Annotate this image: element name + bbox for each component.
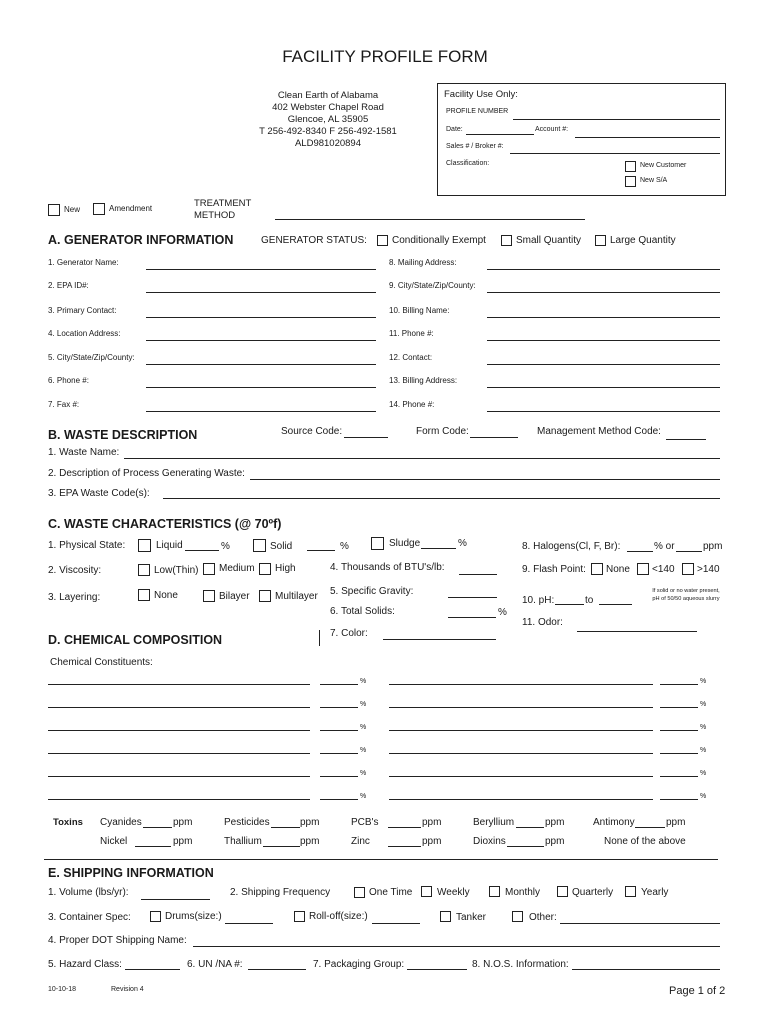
primary-contact-field[interactable] xyxy=(146,317,376,318)
beryllium-label: Beryllium xyxy=(473,817,515,828)
treatment-method-field[interactable] xyxy=(275,219,585,220)
btu-label: 4. Thousands of BTU's/lb: xyxy=(330,562,445,573)
company-name: Clean Earth of Alabama xyxy=(277,90,379,101)
drums-checkbox[interactable] xyxy=(150,911,161,922)
new-sa-checkbox[interactable] xyxy=(625,176,636,187)
chem-percent-left-field[interactable] xyxy=(320,684,358,685)
flash-lt140-checkbox[interactable] xyxy=(637,563,649,575)
solid-label: Solid xyxy=(270,541,293,552)
section-c-title: C. WASTE CHARACTERISTICS (@ 70ºf) xyxy=(48,517,282,531)
section-a-title: A. GENERATOR INFORMATION xyxy=(48,233,234,247)
chem-name-right-field[interactable] xyxy=(389,707,653,708)
one-time-label: One Time xyxy=(369,887,413,898)
beryllium-field[interactable] xyxy=(516,827,544,828)
chem-name-right-field[interactable] xyxy=(389,799,653,800)
phone-2-label: 14. Phone #: xyxy=(389,400,435,409)
city-state-zip: Glencoe, AL 35905 xyxy=(287,114,369,125)
contact-label: 12. Contact: xyxy=(389,353,433,362)
small-quantity-checkbox[interactable] xyxy=(501,235,512,246)
ph-note-1: If solid or no water present, xyxy=(652,588,720,594)
container-spec-label: 3. Container Spec: xyxy=(48,912,131,923)
dot-shipping-name-field[interactable] xyxy=(193,946,720,947)
yearly-label: Yearly xyxy=(641,887,669,898)
chem-percent-left-sign: % xyxy=(360,770,367,777)
chem-percent-left-sign: % xyxy=(360,724,367,731)
ph-to-field[interactable] xyxy=(599,604,632,605)
new-customer-label: New Customer xyxy=(640,162,687,169)
sludge-checkbox[interactable] xyxy=(371,537,384,550)
yearly-checkbox[interactable] xyxy=(625,886,636,897)
ph-to-label: to xyxy=(585,595,594,606)
chem-percent-right-sign: % xyxy=(700,724,707,731)
chem-percent-right-sign: % xyxy=(700,793,707,800)
chem-percent-left-sign: % xyxy=(360,701,367,708)
chem-name-left-field[interactable] xyxy=(48,799,310,800)
new-customer-checkbox[interactable] xyxy=(625,161,636,172)
fax-field[interactable] xyxy=(146,411,376,412)
sludge-label: Sludge xyxy=(389,538,421,549)
other-field[interactable] xyxy=(560,923,720,924)
ph-from-field[interactable] xyxy=(555,604,584,605)
section-e-title: E. SHIPPING INFORMATION xyxy=(48,866,214,880)
total-solids-percent: % xyxy=(498,607,507,618)
chem-percent-right-sign: % xyxy=(700,747,707,754)
source-code-label: Source Code: xyxy=(281,426,343,437)
beryllium-ppm: ppm xyxy=(545,817,565,828)
chem-percent-right-sign: % xyxy=(700,678,707,685)
weekly-label: Weekly xyxy=(437,887,470,898)
chem-percent-right-field[interactable] xyxy=(660,799,698,800)
billing-phone-label: 11. Phone #: xyxy=(389,329,434,338)
mailing-address-label: 8. Mailing Address: xyxy=(389,258,457,267)
billing-phone-field[interactable] xyxy=(487,340,720,341)
rolloff-size-field[interactable] xyxy=(372,923,420,924)
fax-label: 7. Fax #: xyxy=(48,400,80,409)
thallium-ppm: ppm xyxy=(300,836,320,847)
phone-label: 6. Phone #: xyxy=(48,376,89,385)
specific-gravity-field[interactable] xyxy=(448,597,497,598)
epa-id: ALD981020894 xyxy=(294,138,362,149)
total-solids-field[interactable] xyxy=(448,617,496,618)
liquid-label: Liquid xyxy=(156,540,183,551)
nickel-field[interactable] xyxy=(135,846,171,847)
layering-label: 3. Layering: xyxy=(48,592,101,603)
viscosity-label: 2. Viscosity: xyxy=(48,565,102,576)
profile-number-label: PROFILE NUMBER xyxy=(446,108,509,115)
chem-name-left-field[interactable] xyxy=(48,707,310,708)
nos-information-label: 8. N.O.S. Information: xyxy=(472,959,569,970)
chem-percent-right-field[interactable] xyxy=(660,707,698,708)
pesticides-ppm: ppm xyxy=(300,817,320,828)
account-label: Account #: xyxy=(535,126,569,133)
thallium-label: Thallium xyxy=(224,836,262,847)
nos-information-field[interactable] xyxy=(572,969,720,970)
antimony-ppm: ppm xyxy=(666,817,686,828)
date-label: Date: xyxy=(446,126,463,133)
one-time-checkbox[interactable] xyxy=(354,887,365,898)
chem-name-left-field[interactable] xyxy=(48,753,310,754)
toxins-label: Toxins xyxy=(53,817,83,828)
physical-state-label: 1. Physical State: xyxy=(48,540,126,551)
antimony-field[interactable] xyxy=(635,827,665,828)
pcbs-ppm: ppm xyxy=(422,817,442,828)
chem-percent-right-field[interactable] xyxy=(660,730,698,731)
flash-point-label: 9. Flash Point: xyxy=(522,564,586,575)
amendment-label: Amendment xyxy=(109,204,153,213)
chem-percent-right-sign: % xyxy=(700,770,707,777)
page-number: Page 1 of 2 xyxy=(669,985,726,997)
nickel-ppm: ppm xyxy=(173,836,193,847)
flash-gt140-checkbox[interactable] xyxy=(682,563,694,575)
pesticides-field[interactable] xyxy=(271,827,300,828)
color-field[interactable] xyxy=(383,639,496,640)
thallium-field[interactable] xyxy=(263,846,300,847)
zinc-label: Zinc xyxy=(351,836,370,847)
liquid-percent-field[interactable] xyxy=(185,550,219,551)
chem-percent-right-field[interactable] xyxy=(660,776,698,777)
cyanides-label: Cyanides xyxy=(100,817,142,828)
chem-percent-left-field[interactable] xyxy=(320,707,358,708)
tanker-checkbox[interactable] xyxy=(440,911,451,922)
high-label: High xyxy=(275,563,296,574)
mailing-address-field[interactable] xyxy=(487,269,720,270)
multilayer-label: Multilayer xyxy=(275,591,318,602)
other-checkbox[interactable] xyxy=(512,911,523,922)
management-method-field[interactable] xyxy=(666,439,706,440)
dot-shipping-name-label: 4. Proper DOT Shipping Name: xyxy=(48,935,187,946)
solid-checkbox[interactable] xyxy=(253,539,266,552)
pcbs-field[interactable] xyxy=(388,827,421,828)
chem-name-left-field[interactable] xyxy=(48,730,310,731)
classification-label: Classification: xyxy=(446,160,490,167)
section-b-title: B. WASTE DESCRIPTION xyxy=(48,428,198,442)
flash-none-checkbox[interactable] xyxy=(591,563,603,575)
weekly-checkbox[interactable] xyxy=(421,886,432,897)
packaging-group-field[interactable] xyxy=(407,969,467,970)
mailing-city-label: 9. City/State/Zip/County: xyxy=(389,281,476,290)
sales-field[interactable] xyxy=(510,153,720,154)
sales-label: Sales # / Broker #: xyxy=(446,143,504,150)
waste-name-field[interactable] xyxy=(124,458,720,459)
sludge-percent-field[interactable] xyxy=(421,548,456,549)
section-d-title: D. CHEMICAL COMPOSITION xyxy=(48,633,223,647)
chem-percent-left-sign: % xyxy=(360,678,367,685)
form-code-field[interactable] xyxy=(470,437,518,438)
cyanides-field[interactable] xyxy=(143,827,172,828)
epa-id-field[interactable] xyxy=(146,292,376,293)
footer-revision: Revision 4 xyxy=(111,986,144,993)
mailing-city-field[interactable] xyxy=(487,292,720,293)
source-code-field[interactable] xyxy=(344,437,388,438)
chem-percent-left-field[interactable] xyxy=(320,776,358,777)
billing-address-field[interactable] xyxy=(487,387,720,388)
epa-waste-code-label: 3. EPA Waste Code(s): xyxy=(48,488,150,499)
pesticides-label: Pesticides xyxy=(224,817,270,828)
medium-label: Medium xyxy=(219,563,255,574)
new-sa-label: New S/A xyxy=(640,177,668,184)
halogens-label: 8. Halogens(Cl, F, Br): xyxy=(522,541,621,552)
contact-field[interactable] xyxy=(487,364,720,365)
medium-checkbox[interactable] xyxy=(203,563,215,575)
chem-percent-left-field[interactable] xyxy=(320,730,358,731)
large-quantity-label: Large Quantity xyxy=(610,235,676,246)
profile-number-field[interactable] xyxy=(513,119,720,120)
halogens-ppm-label: ppm xyxy=(703,541,723,552)
quarterly-checkbox[interactable] xyxy=(557,886,568,897)
other-label: Other: xyxy=(529,912,557,923)
sludge-percent-sign: % xyxy=(458,538,467,549)
location-address-field[interactable] xyxy=(146,340,376,341)
rolloff-label: Roll-off(size:) xyxy=(309,911,368,922)
dioxins-field[interactable] xyxy=(507,846,544,847)
chem-name-left-field[interactable] xyxy=(48,684,310,685)
btu-field[interactable] xyxy=(459,574,497,575)
divider-vertical xyxy=(319,630,320,646)
none-of-above-label: None of the above xyxy=(604,836,686,847)
epa-waste-code-field[interactable] xyxy=(163,498,720,499)
small-quantity-label: Small Quantity xyxy=(516,235,582,246)
billing-name-label: 10. Billing Name: xyxy=(389,306,450,315)
generator-status-label: GENERATOR STATUS: xyxy=(261,235,367,246)
layer-none-checkbox[interactable] xyxy=(138,589,150,601)
monthly-label: Monthly xyxy=(505,887,541,898)
epa-id-label: 2. EPA ID#: xyxy=(48,281,89,290)
chem-percent-left-sign: % xyxy=(360,793,367,800)
halogens-ppm-field[interactable] xyxy=(676,551,702,552)
halogens-pct-or: % or xyxy=(654,541,675,552)
solid-percent-field[interactable] xyxy=(307,550,335,551)
ph-note-2: pH of 50/50 aqueous slurry xyxy=(652,596,720,602)
liquid-percent-sign: % xyxy=(221,541,230,552)
halogens-percent-field[interactable] xyxy=(627,551,653,552)
location-address-label: 4. Location Address: xyxy=(48,329,121,338)
new-checkbox[interactable] xyxy=(48,204,60,216)
multilayer-checkbox[interactable] xyxy=(259,590,271,602)
hazard-class-field[interactable] xyxy=(125,969,180,970)
chem-percent-right-field[interactable] xyxy=(660,684,698,685)
chem-percent-left-field[interactable] xyxy=(320,799,358,800)
form-code-label: Form Code: xyxy=(416,426,469,437)
un-na-label: 6. UN /NA #: xyxy=(187,959,243,970)
primary-contact-label: 3. Primary Contact: xyxy=(48,306,117,315)
liquid-checkbox[interactable] xyxy=(138,539,151,552)
amendment-checkbox[interactable] xyxy=(93,203,105,215)
monthly-checkbox[interactable] xyxy=(489,886,500,897)
account-field[interactable] xyxy=(575,137,720,138)
chem-name-right-field[interactable] xyxy=(389,753,653,754)
flash-lt140-label: <140 xyxy=(652,564,675,575)
process-description-label: 2. Description of Process Generating Waste: xyxy=(48,468,245,479)
rolloff-checkbox[interactable] xyxy=(294,911,305,922)
dioxins-label: Dioxins xyxy=(473,836,506,847)
chem-name-right-field[interactable] xyxy=(389,776,653,777)
management-method-label: Management Method Code: xyxy=(537,426,661,437)
quarterly-label: Quarterly xyxy=(572,887,614,898)
layer-none-label: None xyxy=(154,590,178,601)
low-thin-label: Low(Thin) xyxy=(154,565,199,576)
cyanides-ppm: ppm xyxy=(173,817,193,828)
chem-name-right-field[interactable] xyxy=(389,684,653,685)
date-field[interactable] xyxy=(466,134,534,135)
specific-gravity-label: 5. Specific Gravity: xyxy=(330,586,414,597)
chem-percent-left-sign: % xyxy=(360,747,367,754)
street-address: 402 Webster Chapel Road xyxy=(272,102,384,113)
volume-field[interactable] xyxy=(141,899,210,900)
un-na-field[interactable] xyxy=(248,969,306,970)
solid-percent-sign: % xyxy=(340,541,349,552)
generator-name-field[interactable] xyxy=(146,269,376,270)
bilayer-checkbox[interactable] xyxy=(203,590,215,602)
section-divider xyxy=(44,859,718,860)
odor-label: 11. Odor: xyxy=(522,617,563,628)
generator-name-label: 1. Generator Name: xyxy=(48,258,119,267)
dioxins-ppm: ppm xyxy=(545,836,565,847)
ph-label: 10. pH: xyxy=(522,595,555,606)
drums-size-field[interactable] xyxy=(225,923,273,924)
color-label: 7. Color: xyxy=(330,628,368,639)
drums-label: Drums(size:) xyxy=(165,911,222,922)
flash-none-label: None xyxy=(606,564,630,575)
conditionally-exempt-checkbox[interactable] xyxy=(377,235,388,246)
pcbs-label: PCB's xyxy=(351,817,379,828)
phone-field[interactable] xyxy=(146,387,376,388)
flash-gt140-label: >140 xyxy=(697,564,720,575)
nickel-label: Nickel xyxy=(100,836,128,847)
process-description-field[interactable] xyxy=(250,479,720,480)
chem-name-right-field[interactable] xyxy=(389,730,653,731)
waste-name-label: 1. Waste Name: xyxy=(48,447,120,458)
billing-name-field[interactable] xyxy=(487,317,720,318)
chem-name-left-field[interactable] xyxy=(48,776,310,777)
tanker-label: Tanker xyxy=(456,912,487,923)
volume-label: 1. Volume (lbs/yr): xyxy=(48,887,129,898)
bilayer-label: Bilayer xyxy=(219,591,250,602)
chem-percent-left-field[interactable] xyxy=(320,753,358,754)
packaging-group-label: 7. Packaging Group: xyxy=(313,959,405,970)
method-label: METHOD xyxy=(194,210,236,221)
antimony-label: Antimony xyxy=(593,817,635,828)
chemical-constituents-label: Chemical Constituents: xyxy=(50,657,153,668)
zinc-ppm: ppm xyxy=(422,836,442,847)
phone-fax: T 256-492-8340 F 256-492-1581 xyxy=(259,126,397,137)
hazard-class-label: 5. Hazard Class: xyxy=(48,959,122,970)
city-state-zip-label: 5. City/State/Zip/County: xyxy=(48,353,135,362)
chem-percent-right-field[interactable] xyxy=(660,753,698,754)
page-title: FACILITY PROFILE FORM xyxy=(282,47,488,66)
zinc-field[interactable] xyxy=(388,846,421,847)
chem-percent-right-sign: % xyxy=(700,701,707,708)
large-quantity-checkbox[interactable] xyxy=(595,235,606,246)
shipping-frequency-label: 2. Shipping Frequency xyxy=(230,887,331,898)
phone-2-field[interactable] xyxy=(487,411,720,412)
new-label: New xyxy=(64,205,81,214)
conditionally-exempt-label: Conditionally Exempt xyxy=(392,235,486,246)
facility-heading: Facility Use Only: xyxy=(444,89,518,100)
high-checkbox[interactable] xyxy=(259,563,271,575)
total-solids-label: 6. Total Solids: xyxy=(330,606,395,617)
low-thin-checkbox[interactable] xyxy=(138,564,150,576)
treatment-label: TREATMENT xyxy=(194,198,252,209)
footer-date: 10-10-18 xyxy=(48,986,77,993)
odor-field[interactable] xyxy=(577,631,697,632)
billing-address-label: 13. Billing Address: xyxy=(389,376,458,385)
city-state-zip-field[interactable] xyxy=(146,364,376,365)
